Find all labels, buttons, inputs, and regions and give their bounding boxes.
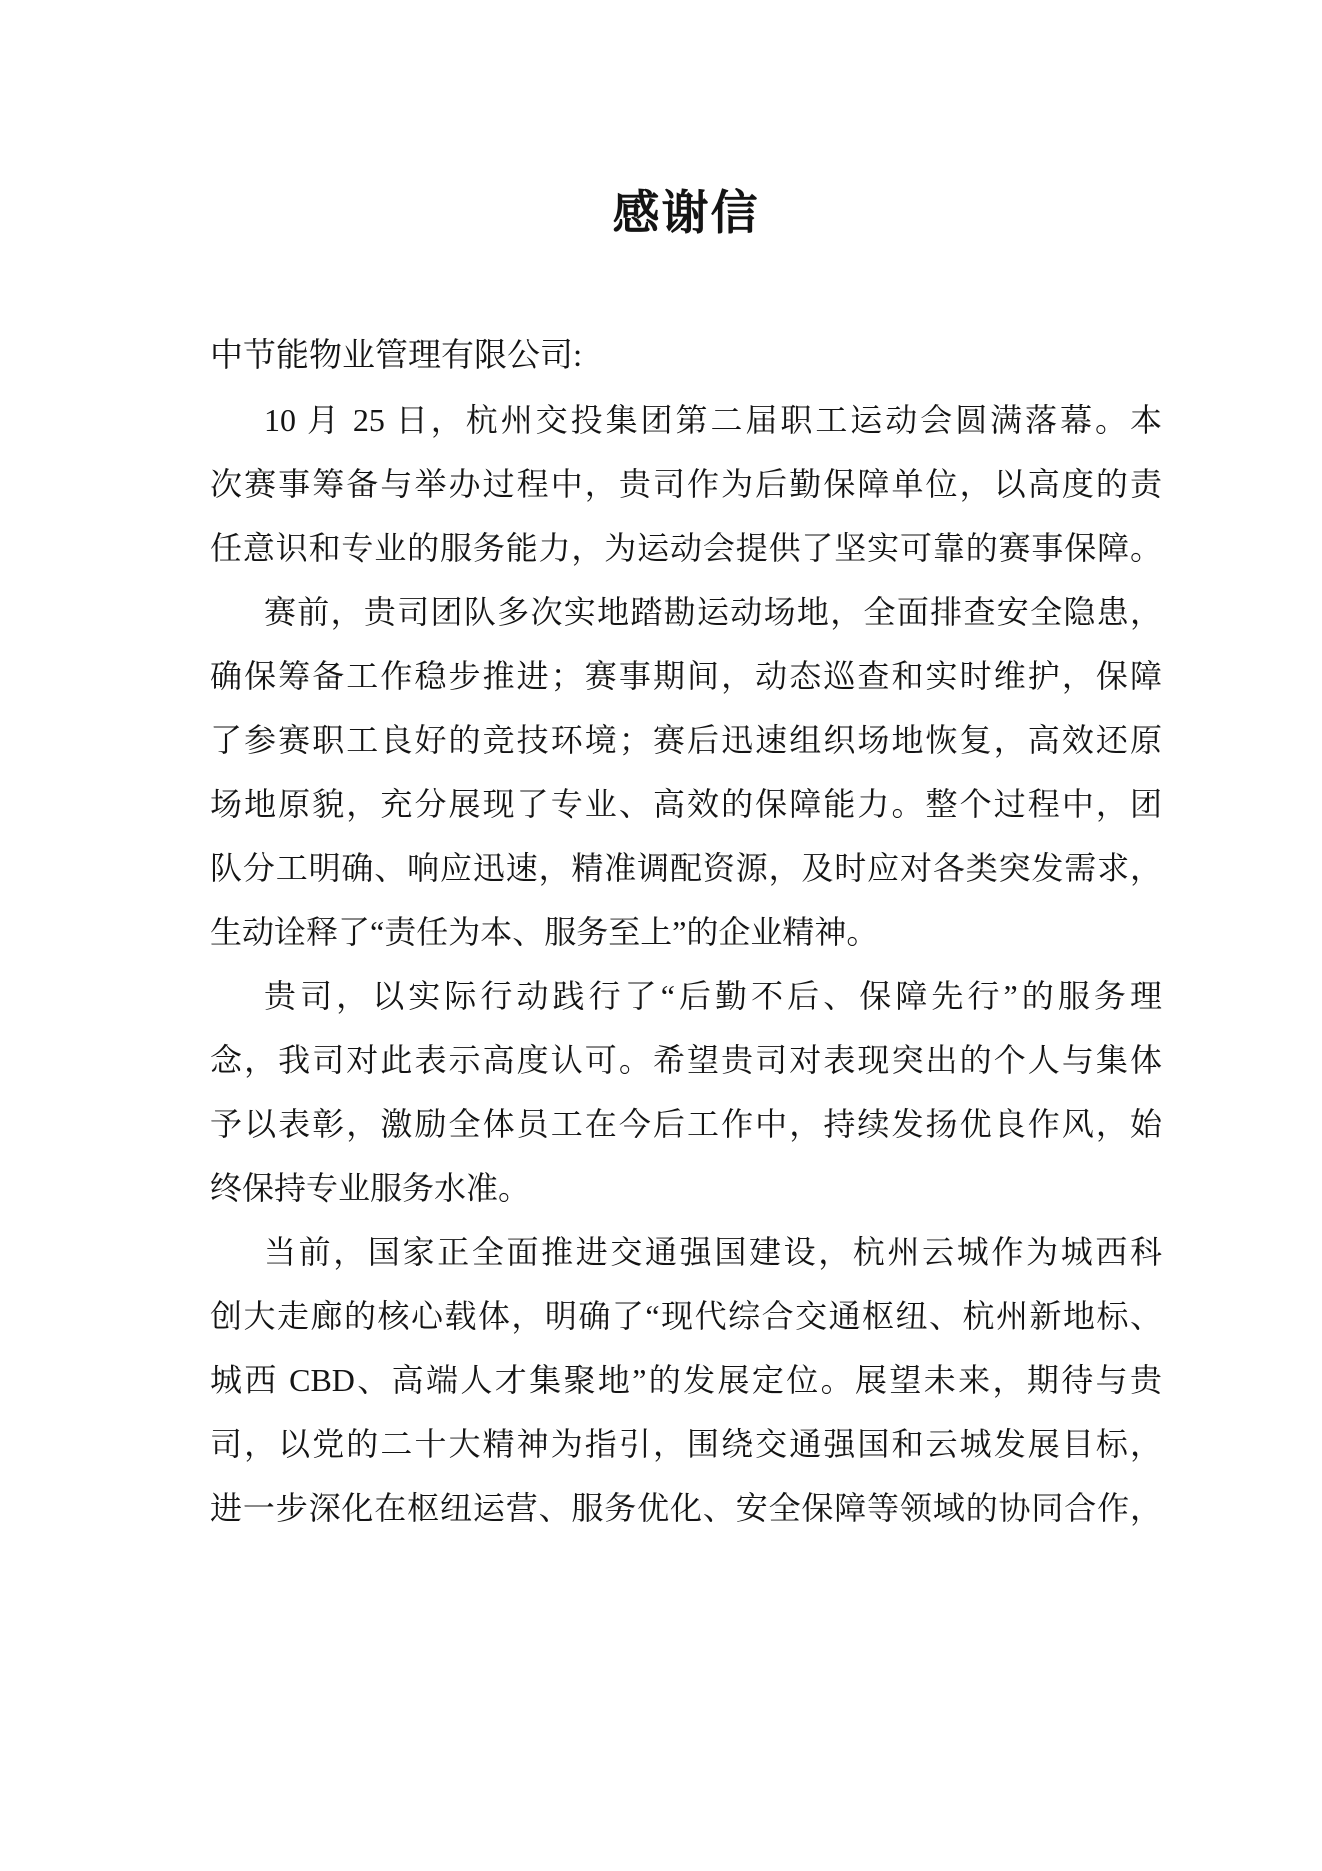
letter-line-p4-2: 创大走廊的核心载体，明确了“现代综合交通枢纽、杭州新地标、 xyxy=(210,1298,1162,1334)
letter-body xyxy=(210,388,1162,1540)
letter-line-p1-3: 任意识和专业的服务能力，为运动会提供了坚实可靠的赛事保障。 xyxy=(210,530,1162,566)
letter-title: 感谢信 xyxy=(612,186,760,239)
letter-salutation: 中节能物业管理有限公司: xyxy=(210,338,583,374)
letter-line-p4-1: 当前，国家正全面推进交通强国建设，杭州云城作为城西科 xyxy=(264,1234,1162,1270)
letter-line-p4-3: 城西 CBD、高端人才集聚地”的发展定位。展望未来，期待与贵 xyxy=(210,1362,1162,1398)
letter-line-p2-4: 场地原貌，充分展现了专业、高效的保障能力。整个过程中，团 xyxy=(210,786,1162,822)
letter-line-p4-4: 司，以党的二十大精神为指引，围绕交通强国和云城发展目标， xyxy=(210,1426,1162,1462)
letter-line-p2-1: 赛前，贵司团队多次实地踏勘运动场地，全面排查安全隐患， xyxy=(264,594,1162,630)
letter-line-p1-1: 10 月 25 日，杭州交投集团第二届职工运动会圆满落幕。本 xyxy=(264,402,1162,438)
letter-line-p2-2: 确保筹备工作稳步推进；赛事期间，动态巡查和实时维护，保障 xyxy=(210,658,1162,694)
letter-line-p3-3: 予以表彰，激励全体员工在今后工作中，持续发扬优良作风，始 xyxy=(210,1106,1162,1142)
letter-line-p3-2: 念，我司对此表示高度认可。希望贵司对表现突出的个人与集体 xyxy=(210,1042,1162,1078)
letter-line-p1-2: 次赛事筹备与举办过程中，贵司作为后勤保障单位，以高度的责 xyxy=(210,466,1162,502)
letter-line-p3-1: 贵司，以实际行动践行了“后勤不后、保障先行”的服务理 xyxy=(264,978,1162,1014)
letter-line-p2-6: 生动诠释了“责任为本、服务至上”的企业精神。 xyxy=(210,914,879,950)
letter-line-p3-4: 终保持专业服务水准。 xyxy=(210,1170,531,1206)
letter-line-p4-5: 进一步深化在枢纽运营、服务优化、安全保障等领域的协同合作， xyxy=(210,1490,1162,1526)
letter-line-p2-3: 了参赛职工良好的竞技环境；赛后迅速组织场地恢复，高效还原 xyxy=(210,722,1162,758)
letter-line-p2-5: 队分工明确、响应迅速，精准调配资源，及时应对各类突发需求， xyxy=(210,850,1162,886)
